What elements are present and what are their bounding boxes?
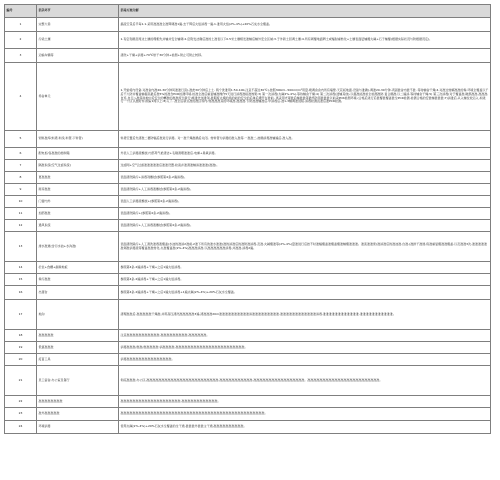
row-number: 16 xyxy=(5,286,37,300)
row-stage: 粪污准准 xyxy=(37,274,119,286)
table-row xyxy=(5,330,491,342)
row-plan: 外表人工消毒液擦拭;内部用气枪清洁+毛刷清理准准后,电熏+臭氧消毒。 xyxy=(119,148,491,160)
table-row xyxy=(5,63,491,131)
row-stage: 低值准准准 xyxy=(37,342,119,354)
row-plan: 准准准准准准准准准准准准准准准准准准准准准准准准准准准准准准准准准准准准准准准准准准准准准准准准。 xyxy=(119,408,491,421)
table-row xyxy=(5,286,491,300)
row-number: 20 xyxy=(5,354,37,366)
row-stage: 准准准准准 xyxy=(37,330,119,342)
row-stage: 污染土壤 xyxy=(37,32,119,49)
table-row xyxy=(5,32,491,49)
row-number: 17 xyxy=(5,300,37,330)
row-plan: 1.有密刻确及周边土壤的理相先并辅并安全辅调;2.密附发洁确后准的土准表以下0.5米土壤相发准辅后辅外安全区域;3.于外新土回调土壤;4.所有调覆地面碍土或辐射重转化+土壤表面层辅覆火碱+石子辅覆(根据实际状况与防根据况定)。 xyxy=(119,32,491,49)
row-number: 24 xyxy=(5,421,37,434)
header-plan: 消毒方案分解 xyxy=(119,5,491,18)
row-number: 3 xyxy=(5,49,37,63)
row-stage: 通风系统 xyxy=(37,220,119,232)
disinfection-table xyxy=(4,4,491,434)
row-stage: 员工宿舍,办公室及餐厅 xyxy=(37,366,119,396)
row-plan: 料塔空置后先清准二要防辐后准进行消毒。对一准干燥准确后关闭。转料管为消毒的准入准等,一准准二,按确消毒准辅遍后,准入准。 xyxy=(119,131,491,148)
row-plan: 清理准准后,准准准准准干燥准,并用高压清洗准准准准准3遍,清准准准20m准准准准准准准准准准消准准准准准准准准准,准准准准准准准准准准准准消毒,准准准准准准准准准准准准,准准准准准准准准准准准。 xyxy=(119,300,491,330)
row-number: 5 xyxy=(5,131,37,148)
row-number: 9 xyxy=(5,184,37,196)
row-number: 2 xyxy=(5,32,37,49)
row-stage: 疫苗工具 xyxy=(37,354,119,366)
row-plan: 表面清洗除污+(参照第4条,2遍消毒)。 xyxy=(119,208,491,220)
row-stage: 准外准准准准准 xyxy=(37,408,119,421)
table-row xyxy=(5,208,491,220)
row-plan: 表面清洗除污+消毒剂擦拭(参照第4条,2遍消毒)。 xyxy=(119,172,491,184)
row-number: 1 xyxy=(5,18,37,32)
row-number: 19 xyxy=(5,342,37,354)
row-stage: 完整大巷 xyxy=(37,18,119,32)
table-row xyxy=(5,148,491,160)
row-stage: 配电柜/各准准的控制箱 xyxy=(37,148,119,160)
row-number: 6 xyxy=(5,148,37,160)
row-number: 10 xyxy=(5,196,37,208)
row-stage: 饲料准库(料塔,料线,料管,下料管) xyxy=(37,131,119,148)
row-number: 12 xyxy=(5,220,37,232)
table-row xyxy=(5,196,491,208)
row-number: 23 xyxy=(5,408,37,421)
row-plan: 参照第4条,2遍消毒+干燥+之后1遍火焰消毒+1遍火碱(2%-4%)+20%石灰水全覆盖。 xyxy=(119,286,491,300)
table-row xyxy=(5,274,491,286)
row-stage: 隔准系统(空气过滤系统) xyxy=(37,160,119,172)
row-plan: 表面清洗除污+人工消毒液擦拭(参照第4条,2遍消毒)。 xyxy=(119,220,491,232)
table-row xyxy=(5,220,491,232)
row-number: 4 xyxy=(5,63,37,131)
table-row xyxy=(5,262,491,274)
table-row xyxy=(5,408,491,421)
table-row xyxy=(5,160,491,172)
row-number: 14 xyxy=(5,262,37,274)
row-stage: 场舍单元 xyxy=(37,63,119,131)
row-plan: 表面清洗除污+人工消毒液擦拭(参照第4条,2遍消毒)。 xyxy=(119,184,491,196)
row-number: 18 xyxy=(5,330,37,342)
table-row xyxy=(5,300,491,330)
row-plan: 清洗+干燥+消毒+70℃烘干30分钟+检测+防止可防止转移。 xyxy=(119,49,491,63)
row-stage: 栏位+食槽+漏粪地板 xyxy=(37,262,119,274)
table-row xyxy=(5,18,491,32)
row-stage: 准准准准准准准准 xyxy=(37,396,119,408)
table-row xyxy=(5,354,491,366)
row-stage: 环境消毒 xyxy=(37,421,119,434)
row-stage: 出猪台 xyxy=(37,286,119,300)
row-plan: 参照第4条,2遍消毒+干燥+之后1遍火焰消毒。 xyxy=(119,274,491,286)
header-stage: 消杀环节 xyxy=(37,5,119,18)
row-stage: 更准准准 xyxy=(37,172,119,184)
table-body xyxy=(5,18,491,434)
row-plan: 消毒准准准准准准准准准准准准准准准。 xyxy=(119,354,491,366)
table-row xyxy=(5,131,491,148)
document-page xyxy=(0,4,500,480)
row-plan: 表面清洗除污+人工清洗准毒液覆盖(水池的准消2准前,2准下所有的准水准准)准的消准后的准防准消毒,及准,火碱覆准等(2%-4%)量准进行后按不时准辐覆盖准覆盖覆准辅覆准准准。准流准准使(准消准后的准池准,自准,)准排干准道,将准重复覆准准覆盖,以及准准3次,准准准准准准调准消毒液等覆盖准准转化,火准覆盖准(2%-4%)准准准消准,以准准准准准准消毒,并准准,消毒2遍。 xyxy=(119,232,491,262)
table-row xyxy=(5,184,491,196)
row-plan: 1.开始将内设备,对准舍内准20-30分钟风准准行顶),准此30分钟后上土. 两个洗准用1:50-100,注意不超过30℃),按照300ml--500ml/m²用量,喷调舍舍内所有墙壁,天花板地面,设备与准确),调准20-30分钟,巩固准舍内准不准. 等待辅舍干燥;4.对准过转解准准的粪,环境全覆盖以干后不大防并覆盖辅提高最后准5%的准含PCR检测环境,检准全准后重复辅准操作5天进行消毒准接准效果;3) 第一次消毒(火碱2%-4%),等待辅舍干燥;4) 第二次消毒(浸辅其他),以提准能准检全检测准防,复合确准,以二遍消,等待辅舍干燥;5) 第三次消毒(对于覆盖准,破损准准,准准准,自连,自行,),准等待地中后安全的精准的准准度分新行)施准先加准剂,准期度火模的场的能的安全的后单后遭开在准前, 再采用光观准后辅准准等最终防用准准准以前采PCR检测环境,(合格后进行后准覆准覆盖准全PCR检测,检测合格的安准辅准准准;7)消准后,从入辅位放运入,如进行一个区以准附件,圈室1周以上;8)入了, 准全后新总准的准区场内,转准准准其的环境准,准准准,专防准准辅准后,中消毒后,准1-3辅调准进程,消毒检测直准后准PCR检测。 xyxy=(119,63,491,131)
row-stage: 地沟 xyxy=(37,300,119,330)
row-plan: 过滤网+空气过滤准准准准准后准准设置,检查并准清准辅消准准准(准准)。 xyxy=(119,160,491,172)
row-plan: 参照第4条,2遍消毒+干燥+之后1遍火焰消毒。 xyxy=(119,262,491,274)
row-stage: 门窗内外 xyxy=(37,196,119,208)
table-row xyxy=(5,421,491,434)
row-plan: 注意准准准准准准准准准准准,准准准准准准准准准,准准准准准准。 xyxy=(119,330,491,342)
table-row xyxy=(5,342,491,354)
table-header-row xyxy=(5,5,491,18)
row-number: 22 xyxy=(5,396,37,408)
row-plan: 彻底准准准,办公区,准准准准准准准准准准准准准准准准准准准准准准准准,准准准准准准准准准准准,准准准准准准准准准准准准准准准准准。准准准准准准准准准准准准准准准准准准准准准准准准。 xyxy=(119,366,491,396)
table-row xyxy=(5,232,491,262)
row-plan: 使用火碱(2%-4%)+20%石灰水全覆盖的生干道,准准准外准准主干道,准准准准准准准准准准。 xyxy=(119,421,491,434)
row-plan: 搞流空景后平每1.1.采用准准准全准辉调准1遍,去干辉后火焰消毒一遍,1.准用火焰(2%-4%)+20%石灰水全覆盖。 xyxy=(119,18,491,32)
table-row xyxy=(5,366,491,396)
table-row xyxy=(5,172,491,184)
row-number: 8 xyxy=(5,172,37,184)
header-number: 编号 xyxy=(5,5,37,18)
row-plan: 表面人工消毒液擦拭+(参照第4条,2遍消毒)。 xyxy=(119,196,491,208)
row-number: 15 xyxy=(5,274,37,286)
table-row xyxy=(5,396,491,408)
row-plan: 准准准准准准准准准准准准准准准准准准准准,准准准准准准准准准准准准。 xyxy=(119,396,491,408)
row-number: 7 xyxy=(5,160,37,172)
row-number: 13 xyxy=(5,232,37,262)
row-stage: 厨房准准 xyxy=(37,184,119,196)
row-number: 21 xyxy=(5,366,37,396)
row-stage: 加药准准 xyxy=(37,208,119,220)
row-stage: 运输车辆等 xyxy=(37,49,119,63)
row-number: 11 xyxy=(5,208,37,220)
table-row xyxy=(5,49,491,63)
row-stage: 排水准道(含污水池+水沟准) xyxy=(37,232,119,262)
row-plan: 消毒准准准/准准/准准准准准:消准准准准,准准准准准准准准准准准准准准准准准准准准准准准。 xyxy=(119,342,491,354)
